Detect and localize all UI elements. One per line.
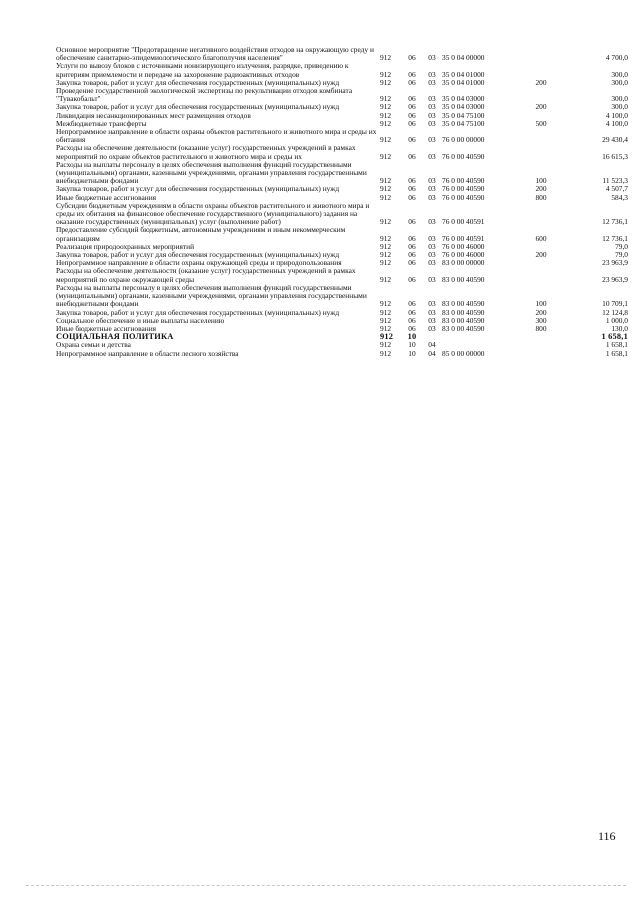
row-ministry-code: 912 (380, 241, 392, 251)
row-expense-type (524, 144, 558, 160)
row-section-code: 06 (408, 299, 416, 309)
row-amount: 4 507,7 (605, 184, 628, 194)
row-ministry-code: 912 (380, 233, 392, 243)
row-expense-type: 200 (535, 102, 547, 112)
row-section-code: 06 (408, 323, 416, 333)
row-subsection-code: 03 (428, 110, 436, 120)
row-expense-type: 200 (535, 307, 547, 317)
row-name: Закупка товаров, работ и услуг для обеспечения государственных (муниципальных) нужд (56, 250, 340, 260)
row-subsection-code: 03 (428, 184, 436, 194)
row-amount: 584,3 (611, 192, 628, 202)
row-name: Расходы на выплаты персоналу в целях обеспечения выполнения функций государственными (муниципальными) органами, казенными учреждениями, органами управления государственными внебюджетными фондами (56, 282, 367, 309)
table-row (56, 87, 628, 103)
row-ministry-code: 912 (380, 217, 392, 227)
row-subsection-code: 03 (428, 323, 436, 333)
row-ministry-code: 912 (380, 184, 392, 194)
row-amount: 1 658,1 (601, 332, 628, 342)
row-ministry-code: 912 (380, 110, 392, 120)
budget-table-body (56, 46, 628, 358)
table-row (56, 267, 628, 283)
row-amount: 12 736,1 (602, 217, 628, 227)
row-subsection-code: 03 (428, 307, 436, 317)
row-subsection-code: 03 (428, 250, 436, 260)
row-expense-type (524, 341, 558, 349)
row-target-article: 76 0 00 46000 (442, 250, 485, 260)
row-name: Ликвидация несанкционированных мест размещения отходов (56, 110, 251, 120)
row-target-article: 35 0 04 01000 (442, 69, 485, 79)
table-row (56, 144, 628, 160)
row-section-code: 06 (408, 258, 416, 268)
row-expense-type: 200 (535, 184, 547, 194)
row-name: Проведение государственной экологической экспертизы по рекультивации отходов комбината "Тувакобальт" (56, 86, 353, 104)
row-ministry-code: 912 (380, 102, 392, 112)
row-ministry-code: 912 (380, 274, 392, 284)
row-amount: 23 963,9 (602, 258, 628, 268)
row-expense-type (524, 87, 558, 103)
row-subsection-code: 03 (428, 217, 436, 227)
row-target-article: 83 0 00 40590 (442, 299, 485, 309)
row-expense-type (524, 259, 558, 267)
row-section-code: 06 (408, 77, 416, 87)
row-ministry-code: 912 (380, 77, 392, 87)
row-amount: 12 736,1 (602, 233, 628, 243)
row-expense-type: 800 (535, 323, 547, 333)
row-section-code: 10 (408, 348, 416, 358)
row-ministry-code: 912 (380, 332, 394, 342)
row-name: СОЦИАЛЬНАЯ ПОЛИТИКА (56, 332, 174, 342)
row-ministry-code: 912 (380, 307, 392, 317)
row-expense-type: 300 (535, 315, 547, 325)
row-name: Расходы на выплаты персоналу в целях обеспечения выполнения функций государственными (муниципальными) органами, казенными учреждениями, органами управления государственными внебюджетными фондами (56, 159, 367, 186)
row-amount: 1 658,1 (605, 348, 628, 358)
row-section-code: 06 (408, 192, 416, 202)
row-ministry-code: 912 (380, 258, 392, 268)
row-name: Межбюджетные трансферты (56, 118, 147, 128)
row-section-code: 06 (408, 110, 416, 120)
row-ministry-code: 912 (380, 94, 392, 104)
budget-table (56, 46, 628, 358)
table-row (56, 350, 628, 358)
row-ministry-code: 912 (380, 323, 392, 333)
row-target-article: 76 0 00 46000 (442, 241, 485, 251)
row-name: Закупка товаров, работ и услуг для обеспечения государственных (муниципальных) нужд (56, 184, 340, 194)
row-name: Услуги по вывозу блоков с источниками ионизирующего излучения, разрядке, приведению к критериям приемлемости и передаче на захоронение радиоактивных отходов (56, 61, 349, 79)
row-amount: 16 615,3 (602, 151, 628, 161)
row-expense-type: 500 (535, 118, 547, 128)
row-target-article: 76 0 00 40591 (442, 217, 485, 227)
row-expense-type (524, 128, 558, 144)
row-amount: 11 523,3 (602, 176, 628, 186)
row-subsection-code: 03 (428, 53, 436, 63)
row-name: Непрограммное направление в области лесного хозяйства (56, 348, 239, 358)
row-name: Социальное обеспечение и иные выплаты населению (56, 315, 225, 325)
row-subsection-code: 03 (428, 151, 436, 161)
row-section-code: 06 (408, 102, 416, 112)
row-amount: 10 709,1 (602, 299, 628, 309)
row-ministry-code: 912 (380, 299, 392, 309)
table-row (56, 333, 628, 341)
row-expense-type: 600 (535, 233, 547, 243)
row-expense-type (524, 350, 558, 358)
row-target-article: 35 0 04 03000 (442, 102, 485, 112)
row-name: Непрограммное направление в области охраны окружающей среды и природопользования (56, 258, 342, 268)
row-subsection-code: 03 (428, 176, 436, 186)
row-subsection-code: 03 (428, 274, 436, 284)
row-section-code: 06 (408, 176, 416, 186)
row-amount: 1 658,1 (605, 340, 628, 350)
row-target-article: 76 0 00 40590 (442, 151, 485, 161)
row-expense-type (524, 62, 558, 78)
row-amount: 4 100,0 (605, 118, 628, 128)
row-name: Закупка товаров, работ и услуг для обеспечения государственных (муниципальных) нужд (56, 102, 340, 112)
row-target-article: 85 0 00 00000 (442, 348, 485, 358)
row-target-article: 76 0 00 40591 (442, 233, 485, 243)
row-amount: 23 963,9 (602, 274, 628, 284)
row-name: Иные бюджетные ассигнования (56, 192, 157, 202)
row-ministry-code: 912 (380, 192, 392, 202)
row-name: Охрана семьи и детства (56, 340, 131, 350)
row-amount: 300,0 (611, 69, 628, 79)
row-expense-type: 200 (535, 77, 547, 87)
row-target-article: 76 0 00 40590 (442, 176, 485, 186)
row-amount: 300,0 (611, 77, 628, 87)
row-amount: 4 700,0 (605, 53, 628, 63)
row-target-article: 83 0 00 00000 (442, 258, 485, 268)
row-section-code: 10 (408, 340, 416, 350)
row-expense-type: 800 (535, 192, 547, 202)
row-section-code: 10 (407, 332, 417, 342)
row-target-article: 76 0 00 00000 (442, 135, 485, 145)
footer-divider (26, 885, 626, 886)
row-expense-type: 100 (535, 176, 547, 186)
row-section-code: 06 (408, 94, 416, 104)
row-ministry-code: 912 (380, 250, 392, 260)
row-subsection-code: 03 (428, 299, 436, 309)
row-subsection-code: 03 (428, 315, 436, 325)
row-amount: 300,0 (611, 102, 628, 112)
row-target-article: 83 0 00 40590 (442, 274, 485, 284)
row-name: Реализация природоохранных мероприятий (56, 241, 195, 251)
row-ministry-code: 912 (380, 340, 392, 350)
row-ministry-code: 912 (380, 315, 392, 325)
row-name: Закупка товаров, работ и услуг для обеспечения государственных (муниципальных) нужд (56, 307, 340, 317)
row-ministry-code: 912 (380, 69, 392, 79)
row-subsection-code: 04 (428, 348, 436, 358)
row-section-code: 06 (408, 53, 416, 63)
table-row (56, 161, 628, 186)
row-ministry-code: 912 (380, 176, 392, 186)
row-subsection-code: 03 (428, 102, 436, 112)
row-section-code: 06 (408, 118, 416, 128)
row-target-article: 83 0 00 40590 (442, 315, 485, 325)
row-ministry-code: 912 (380, 53, 392, 63)
row-expense-type: 200 (535, 250, 547, 260)
row-subsection-code: 03 (428, 233, 436, 243)
row-amount: 12 124,8 (602, 307, 628, 317)
row-name: Основное мероприятие "Предотвращение негативного воздействия отходов на окружающую среду и обеспечение санитарно-эпидемиологического благополучия населения" (56, 45, 374, 63)
table-row (56, 128, 628, 144)
row-section-code: 06 (408, 69, 416, 79)
row-target-article: 35 0 04 75100 (442, 118, 485, 128)
row-subsection-code: 03 (428, 135, 436, 145)
row-expense-type (524, 46, 558, 62)
row-section-code: 06 (408, 135, 416, 145)
row-amount: 130,0 (611, 323, 628, 333)
row-subsection-code: 03 (428, 77, 436, 87)
row-expense-type (524, 333, 558, 341)
row-expense-type (524, 202, 558, 227)
row-subsection-code: 03 (428, 94, 436, 104)
row-amount: 4 100,0 (605, 110, 628, 120)
table-row (56, 62, 628, 78)
row-target-article (442, 333, 524, 341)
row-section-code: 06 (408, 217, 416, 227)
row-section-code: 06 (408, 233, 416, 243)
row-section-code: 06 (408, 151, 416, 161)
row-name: Расходы на обеспечение деятельности (оказание услуг) государственных учреждений в рамках мероприятий по охране окружающей среды (56, 266, 356, 284)
row-amount: 300,0 (611, 94, 628, 104)
row-subsection-code: 03 (428, 241, 436, 251)
row-subsection-code: 03 (428, 258, 436, 268)
row-target-article: 35 0 04 01000 (442, 77, 485, 87)
row-section-code: 06 (408, 307, 416, 317)
row-section-code: 06 (408, 250, 416, 260)
row-amount: 79,0 (615, 250, 628, 260)
row-subsection-code: 03 (428, 69, 436, 79)
row-name: Предоставление субсидий бюджетным, автономным учреждениям и иным некоммерческим организациям (56, 225, 346, 243)
row-target-article: 83 0 00 40590 (442, 323, 485, 333)
row-name: Закупка товаров, работ и услуг для обеспечения государственных (муниципальных) нужд (56, 77, 340, 87)
row-target-article: 83 0 00 40590 (442, 307, 485, 317)
row-name: Субсидии бюджетным учреждениям в области охраны объектов растительного и животного мира и среды их обитания на финансовое обеспечение государственного (муниципального) задания на оказание государственных (муниципальных) услуг (выполнение работ) (56, 200, 370, 227)
table-row (56, 226, 628, 242)
row-section-code: 06 (408, 274, 416, 284)
row-name: Непрограммное направление в области охраны объектов растительного и животного мира и среды их обитания (56, 127, 377, 145)
row-amount: 79,0 (615, 241, 628, 251)
row-target-article: 76 0 00 40590 (442, 192, 485, 202)
row-ministry-code: 912 (380, 348, 392, 358)
table-row (56, 284, 628, 309)
row-subsection-code: 04 (428, 340, 436, 350)
page-number: 116 (598, 829, 616, 843)
row-subsection-code: 03 (428, 118, 436, 128)
row-ministry-code: 912 (380, 151, 392, 161)
row-amount: 29 430,4 (602, 135, 628, 145)
row-target-article: 76 0 00 40590 (442, 184, 485, 194)
row-target-article: 35 0 04 75100 (442, 110, 485, 120)
row-section-code: 06 (408, 315, 416, 325)
row-expense-type: 100 (535, 299, 547, 309)
row-name: Расходы на обеспечение деятельности (оказание услуг) государственных учреждений в рамках мероприятий по охране объектов растительного и животного мира и среды их (56, 143, 356, 161)
table-row (56, 202, 628, 227)
row-target-article: 35 0 04 00000 (442, 53, 485, 63)
table-row (56, 46, 628, 62)
row-expense-type (524, 267, 558, 283)
row-section-code: 06 (408, 184, 416, 194)
row-target-article: 35 0 04 03000 (442, 94, 485, 104)
row-amount: 1 000,0 (605, 315, 628, 325)
row-section-code: 06 (408, 241, 416, 251)
row-subsection-code: 03 (428, 192, 436, 202)
row-ministry-code: 912 (380, 135, 392, 145)
row-name: Иные бюджетные ассигнования (56, 323, 157, 333)
row-ministry-code: 912 (380, 118, 392, 128)
